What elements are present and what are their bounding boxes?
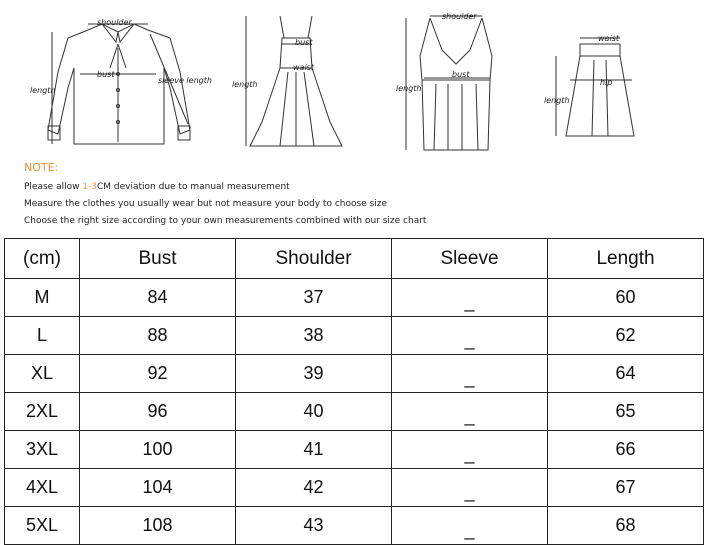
length-cell: 67 — [548, 469, 704, 507]
size-cell: M — [5, 279, 80, 317]
length-cell: 64 — [548, 355, 704, 393]
sleeve-cell: _ — [392, 431, 548, 469]
bust-cell: 96 — [80, 393, 236, 431]
size-cell: 5XL — [5, 507, 80, 545]
shirt-shoulder-label: shoulder — [97, 18, 132, 27]
sleeve-cell: _ — [392, 355, 548, 393]
column-header-bust: Bust — [80, 239, 236, 279]
shoulder-cell: 38 — [236, 317, 392, 355]
sleeve-cell: _ — [392, 469, 548, 507]
tolerance-highlight: 1-3 — [82, 182, 98, 192]
skirt-waist-label: waist — [598, 34, 619, 43]
bust-cell: 104 — [80, 469, 236, 507]
sleeve-cell: _ — [392, 317, 548, 355]
shoulder-cell: 42 — [236, 469, 392, 507]
bust-cell: 108 — [80, 507, 236, 545]
table-row — [5, 469, 704, 507]
table-row — [5, 317, 704, 355]
sleeve-cell: _ — [392, 507, 548, 545]
size-cell: 2XL — [5, 393, 80, 431]
length-cell: 62 — [548, 317, 704, 355]
sleeve-cell: _ — [392, 279, 548, 317]
bust-cell: 84 — [80, 279, 236, 317]
bust-cell: 100 — [80, 431, 236, 469]
dress-waist-label: waist — [293, 63, 314, 72]
table-header-row — [5, 239, 704, 279]
size-cell: XL — [5, 355, 80, 393]
dress-bust-label: bust — [295, 38, 313, 47]
bust-cell: 92 — [80, 355, 236, 393]
shoulder-cell: 39 — [236, 355, 392, 393]
length-cell: 60 — [548, 279, 704, 317]
size-table — [4, 238, 704, 545]
table-row — [5, 279, 704, 317]
table-row — [5, 355, 704, 393]
vest-length-label: length — [396, 84, 422, 93]
note-line-1: Please allow 1-3CM deviation due to manual measurement — [24, 182, 290, 192]
skirt-diagram-icon — [540, 30, 650, 144]
dress-length-label: length — [232, 80, 258, 89]
size-cell: 4XL — [5, 469, 80, 507]
shoulder-cell: 40 — [236, 393, 392, 431]
table-row — [5, 393, 704, 431]
shirt-bust-label: bust — [97, 70, 115, 79]
size-cell: 3XL — [5, 431, 80, 469]
table-row — [5, 431, 704, 469]
column-header-sleeve: Sleeve — [392, 239, 548, 279]
column-header-shoulder: Shoulder — [236, 239, 392, 279]
note-line-3: Choose the right size according to your own measurements combined with our size chart — [24, 216, 427, 226]
shirt-sleeve-label: sleeve length — [158, 76, 212, 85]
note-title: NOTE: — [24, 161, 59, 174]
shoulder-cell: 43 — [236, 507, 392, 545]
shoulder-cell: 37 — [236, 279, 392, 317]
shoulder-cell: 41 — [236, 431, 392, 469]
column-header-unit: (cm) — [5, 239, 80, 279]
length-cell: 66 — [548, 431, 704, 469]
size-cell: L — [5, 317, 80, 355]
table-row — [5, 507, 704, 545]
length-cell: 68 — [548, 507, 704, 545]
skirt-length-label: length — [544, 96, 570, 105]
skirt-hip-label: hip — [600, 78, 613, 87]
shirt-length-label: length — [30, 86, 56, 95]
sleeve-cell: _ — [392, 393, 548, 431]
vest-shoulder-label: shoulder — [442, 12, 477, 21]
bust-cell: 88 — [80, 317, 236, 355]
measurement-guide — [0, 0, 705, 237]
vest-diagram-icon — [396, 10, 516, 152]
note-line-2: Measure the clothes you usually wear but not measure your body to choose size — [24, 199, 388, 209]
vest-bust-label: bust — [452, 70, 470, 79]
column-header-length: Length — [548, 239, 704, 279]
length-cell: 65 — [548, 393, 704, 431]
